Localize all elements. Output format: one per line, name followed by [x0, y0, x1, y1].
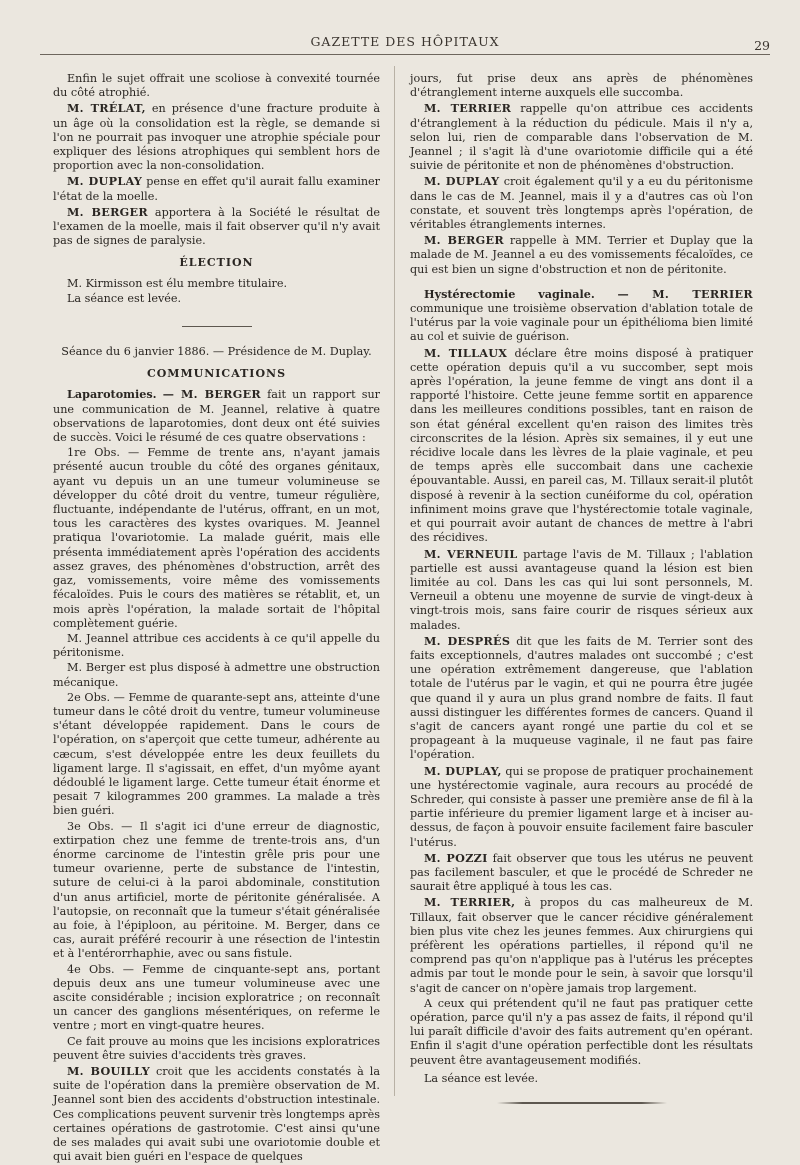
- paragraph: A ceux qui prétendent qu'il ne faut pas pratiquer cette opération, parce qu'il n'y a pas assez de faits, il répond qu'il lui paraît difficile d'avoir des faits autrement qu'en opérant. Enfin il s'agit d'une opération perfectible dont les résultats peuvent être avantageusement modifiés.: [410, 996, 753, 1067]
- page-header: [40, 28, 770, 55]
- speaker-name: M. BERGER: [424, 233, 504, 248]
- speaker-name: M. BERGER: [67, 204, 148, 219]
- paragraph: Laparotomies. — M. BERGER fait un rapport sur une communication de M. Jeannel, relative à quatre observations de laparotomies, dont deux ont été suivies de succès. Voici le résumé de ces quatre observations :: [53, 387, 381, 445]
- paragraph: La séance est levée.: [67, 291, 182, 305]
- paragraph: M. BOUILLY croit que les accidents constatés à la suite de l'opération dans la première observation de M. Jeannel sont bien des accidents d'obstruction intestinale. Ces complications peuvent survenir très longtemps après certaines opérations de gastrotomie. C'est ainsi qu'une de ses malades qui avait subi une ovariotomie double et qui avait bien guéri en l'espace de quelques: [53, 1064, 381, 1164]
- paragraph: Enfin le sujet offrait une scoliose à convexité tournée du côté atrophié.: [53, 72, 380, 100]
- paragraph: M. TILLAUX déclare être moins disposé à pratiquer cette opération depuis qu'il a vu succomber, sept mois après l'opération, la jeune femme de vingt ans dont il a rapporté l'histoire. Cette jeune femme sortit en apparence dans les meilleures conditions possibles, tant en raison de son état général excellent qu'en raison des limites très circonscrites de la lésion. Après six semaines, il y eut une récidive locale dans les lèvres de la plaie vaginale, et peu de temps après elle succombait dans une cachexie épouvantable. Aussi, en pareil cas, M. Tillaux serait-il plutôt disposé à revenir à la section cunéiforme du col, opération infiniment moins grave que l'hystérectomie totale vaginale, et qui pourrait avoir autant de chances de mettre à l'abri des récidives.: [410, 345, 753, 545]
- paragraph: M. DESPRÉS dit que les faits de M. Terrier sont des faits exceptionnels, d'autres malades ont succombé ; c'est une opération extrêmement dangereuse, que l'ablation totale de l'utérus par le vagin, et qui ne pourra être jugée que quand il y aura un plus grand nombre de faits. Il faut aussi distinguer les différentes formes de cancers. Quand il s'agit de cancers ayant rongé une partie du col et se propageant à la muqueuse vaginale, il ne faut pas faire l'opération.: [410, 633, 753, 762]
- speaker-name: M. TILLAUX: [424, 345, 508, 360]
- speaker-name: — M. BERGER: [162, 387, 262, 402]
- section-heading: COMMUNICATIONS: [146, 367, 287, 381]
- speaker-name: — M. TERRIER: [617, 286, 753, 301]
- session-title: Séance du 6 janvier 1886. — Présidence de M. Duplay.: [61, 345, 372, 359]
- paragraph: M. BERGER rappelle à MM. Terrier et Duplay que la malade de M. Jeannel a eu des vomissements fécaloïdes, ce qui est bien un signe d'obstruction et non de péritonite.: [410, 233, 753, 276]
- speaker-name: M. TERRIER: [424, 101, 512, 116]
- speaker-name: M. DUPLAY: [424, 174, 500, 189]
- journal-title: GAZETTE DES HÔPITAUX: [310, 34, 500, 49]
- speaker-name: M. BOUILLY: [67, 1064, 150, 1078]
- paragraph: La séance est levée.: [424, 1071, 539, 1085]
- column-divider: [394, 66, 395, 1096]
- paragraph: M. TERRIER, à propos du cas malheureux de M. Tillaux, fait observer que le cancer récidive généralement bien plus vite chez les jeunes femmes. Aux chirurgiens qui préfèrent les opérations partielles, il répond qu'il ne comprend pas qu'on n'applique pas à l'utérus les préceptes admis par tout le monde pour le sein, à savoir que lorsqu'il s'agit de cancer on n'opère jamais trop largement.: [410, 895, 754, 995]
- paragraph: M. DUPLAY, qui se propose de pratiquer prochainement une hystérectomie vaginale, aura recours au procédé de Schreder, qui consiste à passer une première anse de fil à la partie inférieure du premier ligament large et à inciser au-dessus, de façon à pouvoir ensuite facilement faire basculer l'utérus.: [410, 763, 753, 849]
- left-column: [53, 72, 380, 1165]
- paragraph: M. TRÉLAT, en présence d'une fracture produite à un âge où la consolidation est la règle, se demande si l'on ne pourrait pas invoquer une atrophie spéciale pour expliquer des lésions atrophiques qui semblent hors de proportion avec la non-consolidation.: [53, 101, 381, 173]
- topic-title: Laparotomies.: [67, 387, 157, 402]
- paragraph: Ce fait prouve au moins que les incisions exploratrices peuvent être suivies d'accidents très graves.: [53, 1034, 380, 1062]
- paragraph: M. POZZI fait observer que tous les utérus ne peuvent pas facilement basculer, et que le procédé de Schreder ne saurait être appliqué à tous les cas.: [410, 850, 753, 894]
- observation: 3e Obs. — Il s'agit ici d'une erreur de diagnostic, extirpation chez une femme de trente-trois ans, d'un énorme carcinome de l'intestin grêle pris pour une tumeur ovarienne, perte de substance de l'intestin, suture de celui-ci à la paroi abdominale, constitution d'un anus artificiel, morte de péritonite généralisée. A l'autopsie, on reconnaît que la tumeur s'était généralisée au foie, à l'épiploon, au péritoine. M. Berger, dans ce cas, aurait préféré recourir à une résection de l'intestin et à l'entérorrhaphie, avec ou sans fistule.: [53, 819, 380, 961]
- speaker-name: M. TERRIER,: [424, 895, 516, 910]
- page-number: 29: [754, 38, 770, 53]
- paragraph: Hystérectomie vaginale. — M. TERRIER communique une troisième observation d'ablation totale de l'utérus par la voie vaginale pour un épithélioma bien limité au col et suivie de guérison.: [410, 286, 753, 344]
- speaker-name: M. TRÉLAT,: [67, 101, 146, 116]
- observation: 4e Obs. — Femme de cinquante-sept ans, portant depuis deux ans une tumeur volumineuse avec une ascite considérable ; incision exploratrice ; on reconnaît un cancer des ganglions mésentériques, on referme le ventre ; mort en vingt-quatre heures.: [53, 962, 380, 1033]
- paragraph: M. Berger est plus disposé à admettre une obstruction mécanique.: [53, 661, 380, 689]
- paragraph: M. DUPLAY croit également qu'il y a eu du péritonisme dans le cas de M. Jeannel, mais il y a d'autres cas où l'on constate, et souvent très longtemps après l'opération, de véritables étranglements internes.: [410, 174, 753, 232]
- speaker-name: M. DUPLAY: [67, 174, 143, 189]
- speaker-name: M. POZZI: [424, 850, 488, 865]
- speaker-name: M. VERNEUIL: [424, 546, 518, 561]
- section-rule: [182, 326, 252, 327]
- paragraph: M. Kirmisson est élu membre titulaire.: [67, 276, 288, 290]
- paragraph: M. DUPLAY pense en effet qu'il aurait fallu examiner l'état de la moelle.: [53, 174, 380, 203]
- observation: 1re Obs. — Femme de trente ans, n'ayant jamais présenté aucun trouble du côté des organes génitaux, ayant vu depuis un an une tumeur volumineuse se développer du côté droit du ventre, tumeur régulière, fluctuante, indépendante de l'utérus, offrant, en un mot, tous les caractères des kystes ovariques. M. Jeannel pratiqua l'ovariotomie. La malade guérit, mais elle présenta immédiatement après l'opération des accidents assez graves, des phénomènes d'obstruction, arrêt des gaz, vomissements, voire même des vomissements fécaloïdes. Puis le cours des matières se rétablit, et, un mois après l'opération, la malade sortait de l'hôpital complètement guérie.: [53, 446, 380, 630]
- end-ornament: [497, 1102, 667, 1104]
- paragraph: M. TERRIER rappelle qu'on attribue ces accidents d'étranglement à la réduction du pédicule. Mais il n'y a, selon lui, rien de comparable dans l'observation de M. Jeannel ; il s'agit là d'une ovariotomie difficile qui a été suivie de péritonite et non de phénomènes d'obstruction.: [410, 101, 753, 173]
- speaker-name: M. DUPLAY,: [424, 763, 502, 778]
- observation: 2e Obs. — Femme de quarante-sept ans, atteinte d'une tumeur dans le côté droit du ventre, tumeur volumineuse s'étant développée rapidement. Dans le cours de l'opération, on s'aperçoit que cette tumeur, adhérente au cæcum, s'est développée entre les deux feuillets du ligament large. Il s'agissait, en effet, d'un myôme ayant dédoublé le ligament large. Cette tumeur était énorme et pesait 7 kilogrammes 200 grammes. La malade a très bien guéri.: [53, 690, 380, 818]
- right-column: [410, 72, 753, 1104]
- paragraph: M. VERNEUIL partage l'avis de M. Tillaux ; l'ablation partielle est aussi avantageuse quand la lésion est bien limitée au col. Dans les cas qui lui sont personnels, M. Verneuil a obtenu une moyenne de survie de vingt-deux à vingt-trois mois, sans faire courir de risques sérieux aux malades.: [410, 546, 753, 632]
- paragraph: M. BERGER apportera à la Société le résultat de l'examen de la moelle, mais il fait observer qu'il n'y avait pas de signes de paralysie.: [53, 204, 380, 248]
- section-heading: ÉLECTION: [179, 256, 254, 270]
- paragraph: jours, fut prise deux ans après de phénomènes d'étranglement interne auxquels elle succomba.: [410, 72, 753, 100]
- speaker-name: M. DESPRÉS: [424, 633, 511, 648]
- topic-title: Hystérectomie vaginale.: [424, 286, 595, 301]
- paragraph: M. Jeannel attribue ces accidents à ce qu'il appelle du péritonisme.: [53, 631, 380, 660]
